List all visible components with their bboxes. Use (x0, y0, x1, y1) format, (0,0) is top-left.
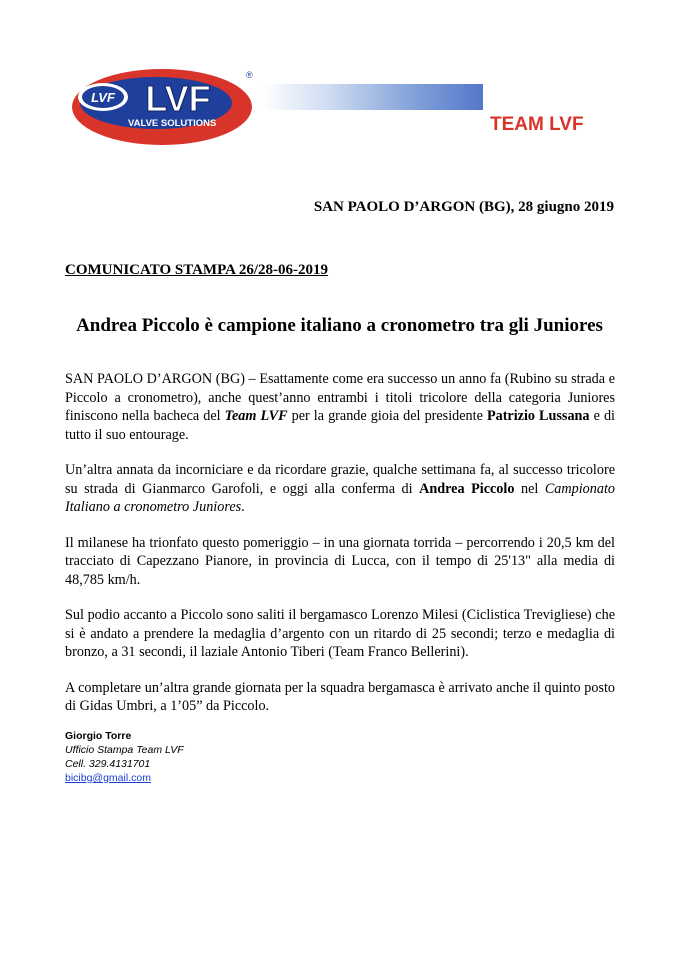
header-gradient-bar (262, 84, 483, 110)
paragraph-3: Il milanese ha trionfato questo pomeriggio – in una giornata torrida – percorrendo i 20,5 km del tracciato di Capezzano Pianore, in provincia di Lucca, con il tempo di 25'13" alla media di 48,785 km/h. (65, 534, 615, 588)
paragraph-4: Sul podio accanto a Piccolo sono saliti il bergamasco Lorenzo Milesi (Ciclistica Trevigliese) che si è andato a prendere la medaglia d’argento con un ritardo di 25 secondi; terzo e medaglia di bronzo, a 31 secondi, il laziale Antonio Tiberi (Team Franco Bellerini). (65, 607, 615, 660)
p1-text-b: per la grande gioia del presidente (287, 408, 487, 424)
paragraph-2 (65, 461, 615, 517)
p2-text-a: Un’altra annata da incorniciare e da ricordare grazie, qualche settimana fa, al successo tricolore su strada di Gianmarco Garofoli, e oggi alla conferma di (65, 462, 615, 497)
p1-text-c: e di tutto il suo entourage. (65, 408, 615, 443)
p1-text-a: SAN PAOLO D’ARGON (BG) – Esattamente come era successo un anno fa (Rubino su strada e Piccolo a cronometro), anche quest’anno entrambi i titoli tricolore della categoria Juniores finiscono nella bacheca del (65, 371, 615, 424)
p2-text-c: . (241, 499, 245, 515)
event-name: Campionato Italiano a cronometro Juniores (65, 480, 615, 515)
signature (65, 729, 184, 785)
p2-text-b: nel (514, 480, 545, 497)
lvf-logo (70, 66, 260, 148)
signature-phone: Cell. 329.4131701 (65, 758, 151, 770)
rider-name: Andrea Piccolo (419, 480, 515, 497)
team-name: Team LVF (224, 408, 288, 424)
registered-mark: ® (246, 70, 253, 80)
press-release-number: COMUNICATO STAMPA 26/28-06-2019 (65, 262, 329, 278)
paragraph-1 (65, 370, 615, 444)
dateline: SAN PAOLO D’ARGON (BG), 28 giugno 2019 (313, 199, 614, 215)
team-label: TEAM LVF (490, 114, 584, 135)
headline: Andrea Piccolo è campione italiano a cronometro tra gli Juniores (76, 315, 603, 336)
article-body (65, 370, 615, 733)
svg-text:LVF: LVF (91, 90, 115, 105)
signature-name: Giorgio Torre (65, 730, 132, 742)
signature-email-link[interactable]: bicibg@gmail.com (65, 772, 151, 784)
signature-role: Ufficio Stampa Team LVF (65, 744, 184, 756)
logo-text: LVF (145, 78, 211, 119)
president-name: Patrizio Lussana (486, 408, 590, 424)
paragraph-5: A completare un’altra grande giornata per la squadra bergamasca è arrivato anche il quinto posto di Gidas Umbri, a 1’05” da Piccolo. (65, 679, 615, 714)
lvf-logo-graphic (70, 66, 260, 148)
logo-subtitle: VALVE SOLUTIONS (128, 118, 217, 129)
